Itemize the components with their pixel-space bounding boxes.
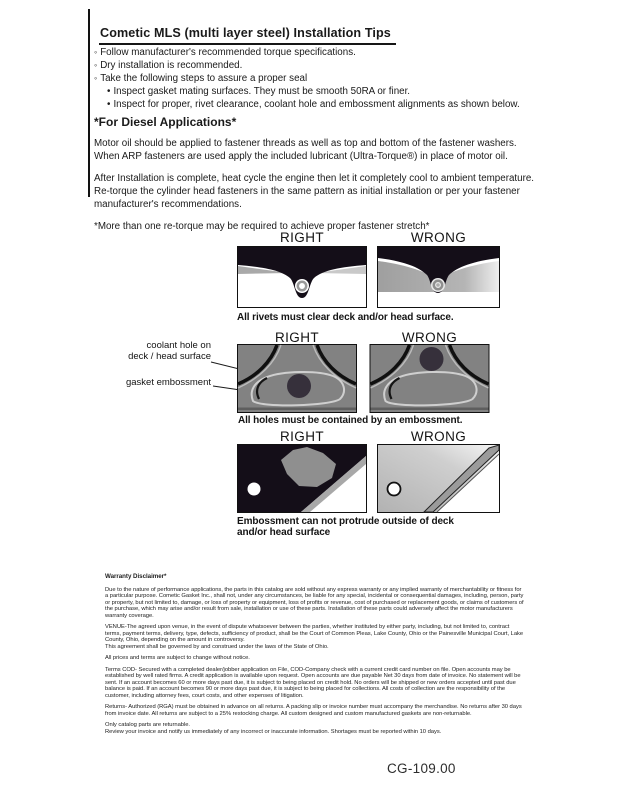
fig3-wrong-diagram [377, 444, 500, 513]
warranty-paragraph: VENUE-The agreed upon venue, in the event of dispute whatsoever between the parties, whether instituted by either party, including, but not limited to, contract terms, payment terms, delivery, type, defects, sufficiency of product, shall be the Court of Common Pleas, Lake County, Ohio or the Painesville Municipal Court, Lake County, Ohio, depending on the amount in controversy. [105, 624, 524, 643]
warranty-disclaimer-section [105, 574, 525, 740]
bullet-text: Follow manufacturer's recommended torque specifications. [100, 47, 356, 58]
coolant-hole [420, 347, 444, 371]
deck-edge [371, 408, 489, 411]
bullet-text: Take the following steps to assure a proper seal [100, 73, 308, 84]
fig1-wrong-label: WRONG [410, 230, 467, 245]
callout-text: coolant hole on [146, 340, 211, 351]
callout-text: deck / head surface [128, 350, 211, 362]
list-item [94, 85, 520, 98]
warranty-paragraph: Review your invoice and notify us immediately of any incorrect or inaccurate information. Shortages must be reported within 10 days. [105, 728, 442, 735]
callout-text: gasket embossment [125, 377, 211, 388]
fig3-wrong-label: WRONG [410, 429, 467, 444]
fig3-right-label: RIGHT [280, 429, 324, 444]
fig3-caption-line: Embossment can not protrude outside of deck [237, 516, 454, 527]
diesel-paragraph: Motor oil should be applied to fastener threads as well as top and bottom of the fastener washers. When ARP fasteners are used apply the included lubricant (Ultra-Torque®) in place of motor oil. [94, 138, 517, 162]
deck-edge [238, 408, 356, 411]
bullet-text: Inspect for proper, rivet clearance, coolant hole and embossment alignments as shown below. [113, 99, 520, 110]
fig1-caption: All rivets must clear deck and/or head surface. [237, 312, 454, 323]
diesel-paragraph: After Installation is complete, heat cycle the engine then let it completely cool to ambient temperature. Re-torque the cylinder head fasteners in the same pattern as initial installation or per your fastener manufacturer's recommendations. [94, 173, 535, 210]
list-item [94, 59, 520, 72]
bullet-text: Inspect gasket mating surfaces. They must be smooth 50RA or finer. [113, 86, 411, 97]
warranty-paragraph: Only catalog parts are returnable. [105, 722, 191, 728]
bolt-hole [248, 483, 261, 496]
fig1-right-diagram [237, 246, 367, 308]
catalog-page-code: CG-109.00 [387, 761, 456, 776]
fig1-wrong-diagram [377, 246, 500, 308]
list-item [94, 98, 520, 111]
diesel-heading: *For Diesel Applications* [94, 115, 237, 129]
list-item [94, 46, 520, 59]
fig3-caption-line: and/or head surface [237, 527, 331, 538]
diesel-paragraph: *More than one re-torque may be required to achieve proper fastener stretch* [94, 221, 430, 232]
bolt-hole [388, 483, 401, 496]
installation-tips-list [94, 46, 520, 111]
fig1-right-label: RIGHT [280, 230, 324, 245]
warranty-paragraph: This agreement shall be governed by and construed under the laws of the State of Ohio. [105, 643, 329, 650]
fig2-wrong-label: WRONG [401, 330, 458, 345]
left-margin-rule [88, 9, 90, 197]
page-title: Cometic MLS (multi layer steel) Installation Tips [99, 26, 396, 45]
rivet-center [436, 283, 440, 287]
warranty-paragraph: All prices and terms are subject to change without notice. [105, 655, 250, 661]
fig3-caption [237, 516, 454, 538]
bullet-text: Dry installation is recommended. [100, 60, 243, 71]
fig3-right-diagram [237, 444, 367, 513]
coolant-hole [287, 374, 311, 398]
warranty-paragraph: Due to the nature of performance applications, the parts in this catalog are sold without any express warranty or any implied warranty of merchantability or fitness for a particular purpose. Cometic Gasket Inc., shall not, under any circumstances, be liable for any special, incidental or consequential damages, including, person, party or property, but not limited to, damage, or loss of property or equipment, loss of profits or revenue, cost of purchased or replacement goods, or claims of customers of the purchase, which may arise and/or result from sale, installation or use of these parts. Installation of these parts could adversely affect the motor manufacturers warranty coverage. [105, 586, 524, 619]
diesel-applications-section [94, 116, 542, 242]
fig2-right-label: RIGHT [275, 330, 319, 345]
list-item [94, 72, 520, 85]
warranty-heading: Warranty Disclaimer* [105, 573, 167, 580]
fig2-wrong-diagram [369, 344, 490, 413]
fig2-right-diagram [237, 344, 357, 413]
warranty-paragraph: Returns- Authorized (RGA) must be obtained in advance on all returns. A packing slip or invoice number must accompany the merchandise. No returns after 30 days from invoice date. All returns are subject to a 25% restocking charge. All custom designed and custom manufactured gaskets are non-returnable. [105, 704, 522, 717]
warranty-paragraph: Terms COD- Secured with a completed dealer/jobber application on File, COD-Company check with a current credit card number on file. Open accounts may be established by well rated firms. A credit application is available upon request. Open accounts are due payable Net 30 days from date of invoice. No statement will be sent. If an account becomes 60 or more days past due, it is subject to being placed on credit hold. No orders will be shipped or new orders accepted until past due balance is paid. If an account becomes 90 or more days past due, it is subject to being placed for collections. All costs of collection are the responsibility of the customer, including attorney fees, court costs, and other expenses of litigation. [105, 666, 521, 699]
fig2-caption: All holes must be contained by an embossment. [238, 415, 463, 426]
